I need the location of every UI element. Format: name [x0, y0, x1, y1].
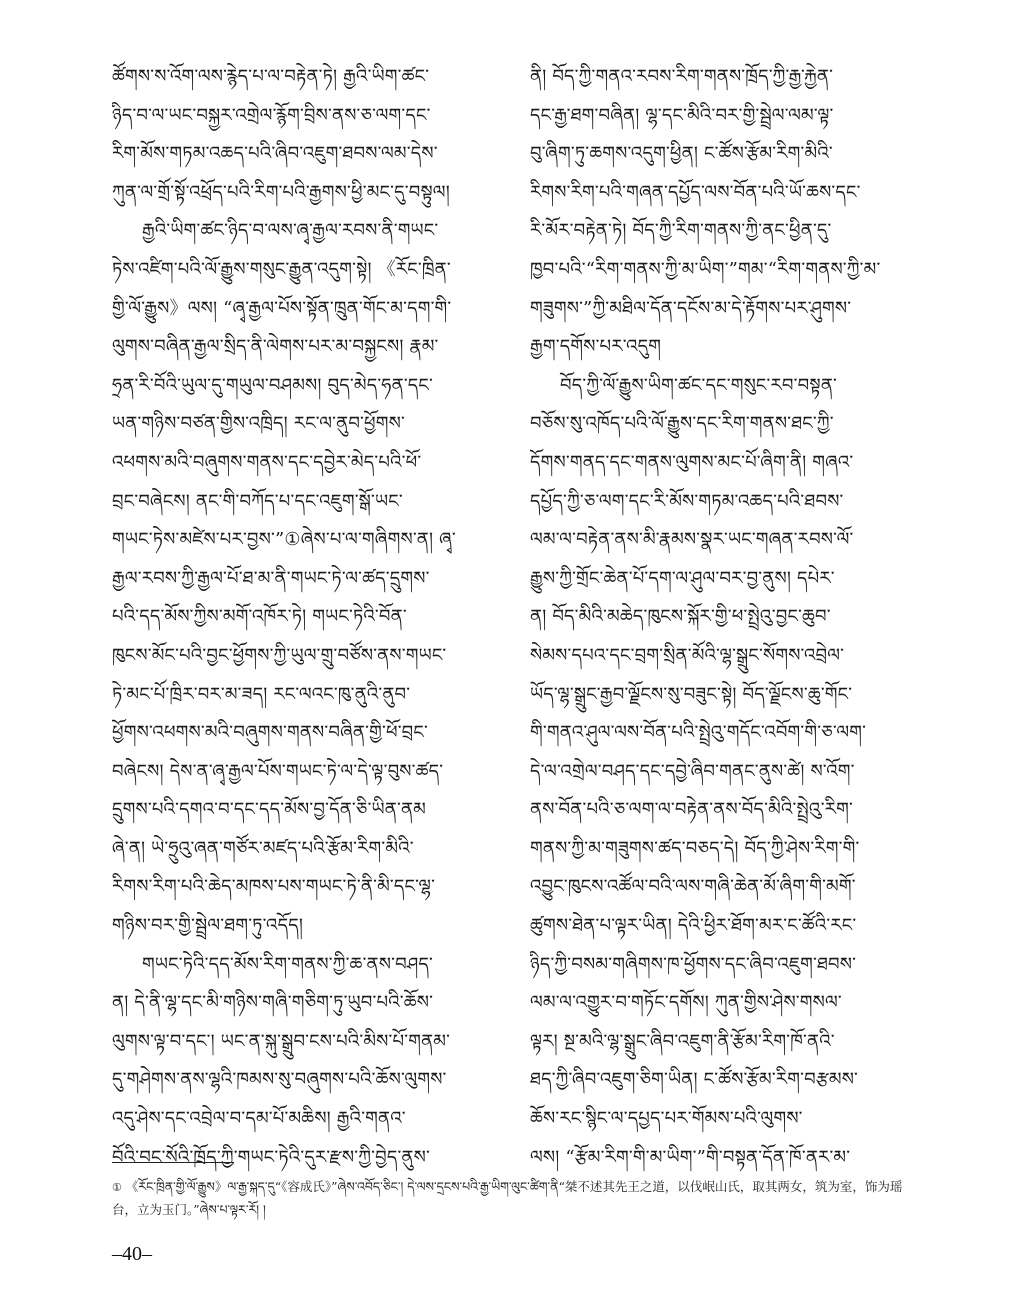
footnote-text: 《རོང་ཁྲིན་གྱི་ལོ་རྒྱུས》ལ་རྒྱ་སྐད་དུ“《容成氏》”ཞེས་འབོད་ཅིང་། དེ་ལས་དྲངས་པའི་རྒྱ་ཡིག་ལུང་ཚིག་ནི“桀不述其先王之道，以伐岷山氏，取其两女，筑为室，饰为瑶台，立为玉门。”ཞེས་པ་ལྟར་རོ། །: [112, 1179, 903, 1217]
text-line: ཞེ་ན། ཡེ་ཧྲུའུ་ཞན་གཙོར་མཛད་པའི་རྩོམ་རིག་མིའི་: [112, 837, 414, 859]
text-line: ཐད་ཀྱི་ཞིབ་འཇུག་ཅིག་ཡིན། ང་ཚོས་རྩོམ་རིག་བརྩམས་: [530, 1069, 859, 1091]
text-line: ཆོས་རང་སྙིང་ལ་དཔྱད་པར་གོམས་པའི་ལུགས་: [530, 1108, 803, 1130]
text-line: ཡོད་ལྷ་སྒྲུང་རྒྱབ་ལྗོངས་སུ་བཟུང་སྟེ། བོད་ལྗོངས་ཆུ་གོང་: [530, 683, 853, 705]
text-line: ན། དེ་ནི་ལྷ་དང་མི་གཉིས་གཞི་གཅིག་ཏུ་ཡུབ་པའི་ཆོས་: [112, 992, 434, 1014]
text-line: རྒྱུས་ཀྱི་གྲོང་ཆེན་པོ་དག་ལ་ཤུལ་བར་བྱ་ནུས། དཔེར་: [530, 567, 835, 589]
text-line: དེ་ལ་འགྲེལ་བཤད་དང་དབྱེ་ཞིབ་གནང་ནུས་ཚེ། ས་འོག་: [530, 760, 855, 782]
text-line: གྱི་ལོ་རྒྱུས》ལས། “ཞྭ་རྒྱལ་པོས་སྟོན་ཁྲུན་གོང་མ་དག་གི་: [112, 297, 452, 319]
text-line: པའི་དད་མོས་ཀྱིས་མགོ་འཁོར་ཏེ། གཡང་ཏེའི་བོན་: [112, 606, 407, 628]
text-line: གི་གནའ་ཤུལ་ལས་བོན་པའི་སྤྲེའུ་གདོང་འབོག་གི་ཅ་ལག་: [530, 722, 867, 744]
text-line: རྒྱག་དགོས་པར་འདུག: [530, 336, 662, 358]
text-line: ན། བོད་མིའི་མཆེད་ཁུངས་སྐོར་གྱི་ཕ་སྤྲེའུ་བྱང་ཆུབ་: [530, 606, 831, 628]
footnote-divider: [112, 1162, 234, 1163]
text-line: ཀུན་ལ་གྲོ་སྟོ་འཕྲོད་པའི་རིག་པའི་རྒྱགས་ཕྱི་མང་དུ་བསྟུལ།: [112, 181, 450, 203]
text-line: ལུགས་བཞིན་རྒྱལ་སྲིད་ནི་ལེགས་པར་མ་བསྐྱངས། རྣམ་: [112, 336, 439, 358]
text-line: བོད་ཀྱི་ལོ་རྒྱུས་ཡིག་ཚང་དང་གསུང་རབ་བསྟན་: [560, 374, 838, 396]
text-line: ཉིད་བ་ལ་ཡང་བསྐྱར་འགྲེལ་རྙོག་བྲིས་ནས་ཅ་ལག་དང་: [112, 104, 431, 126]
text-line: རིགས་རིག་པའི་གཞན་དཔྱོད་ལས་བོན་པའི་ཡོ་ཆས་དང་: [530, 181, 861, 203]
text-line: ལམ་ལ་བརྟེན་ནས་མི་རྣམས་སྣར་ཡང་གཞན་རབས་ལོ་: [530, 529, 854, 551]
text-line: ཚོགས་ས་འོག་ལས་རྙེད་པ་ལ་བརྟེན་ཏེ། རྒྱའི་ཡིག་ཚང་: [112, 66, 430, 87]
text-line: ལས། “རྩོམ་རིག་གི་མ་ཡིག་”གི་བསྟན་དོན་ཁོ་ནར་མ་: [530, 1146, 851, 1168]
right-column: [530, 58, 930, 1177]
text-line: དྲུགས་པའི་དགའ་བ་དང་དད་མོས་བྱ་དོན་ཅི་ཡིན་ནམ: [112, 799, 427, 821]
text-line: བུ་ཞིག་ཏུ་ཆགས་འདུག་ཕྱིན། ང་ཚོས་རྩོམ་རིག་མིའི་: [530, 143, 833, 165]
text-line: ཁྱབ་པའི་“རིག་གནས་ཀྱི་མ་ཡིག་”གམ་“རིག་གནས་ཀྱི་མ་: [530, 258, 881, 280]
text-line: གཟུགས་”ཀྱི་མཐིལ་དོན་དངོས་མ་དེ་རྟོགས་པར་ཤུགས་: [530, 297, 852, 319]
text-line: ཉིད་ཀྱི་བསམ་གཞིགས་ཁ་ཕྱོགས་དང་ཞིབ་འཇུག་ཐབས་: [530, 953, 857, 975]
text-line: དང་རྒྱ་ཐག་བཞིན། ལྷ་དང་མིའི་བར་གྱི་སྦྲེལ་ལམ་ལྟ་: [530, 104, 834, 126]
text-line: ཁུངས་མོང་པའི་བྱང་ཕྱོགས་ཀྱི་ཡུལ་གྲུ་བཙོས་ནས་གཡང་: [112, 644, 447, 666]
text-line: བཞེངས། དེས་ན་ཞྭ་རྒྱལ་པོས་གཡང་ཏེ་ལ་དེ་ལྟ་བུས་ཚད་: [112, 760, 444, 782]
text-line: བཅོས་སུ་འཁོད་པའི་ལོ་རྒྱུས་དང་རིག་གནས་ཐང་ཀྱི་: [530, 413, 834, 435]
footnote-marker: ①: [112, 1181, 122, 1194]
text-line: ཕྱོགས་འཕགས་མའི་བཞུགས་གནས་བཞིན་གྱི་ཕོ་བྲང་: [112, 722, 428, 744]
text-line: ཏེ་མང་པོ་ཁྲིར་བར་མ་ཟད། རང་ལའང་ཁུ་ནུའི་ནུབ་: [112, 683, 411, 705]
text-line: དུ་གཤེགས་ནས་ལྷའི་ཁམས་སུ་བཞུགས་པའི་ཆོས་ལུགས་: [112, 1069, 447, 1091]
text-line: གནས་ཀྱི་མ་གཟུགས་ཚད་བཅད་དེ། བོད་ཀྱི་ཤེས་རིག་གི་: [530, 837, 860, 859]
text-line: བོའི་བང་སོའི་ཁྲོད་ཀྱི་གཡང་ཏེའི་དུར་རྫས་ཀྱི་བྱེད་ནུས་: [112, 1146, 430, 1168]
text-line: དོགས་གནད་དང་གནས་ལུགས་མང་པོ་ཞིག་ནི། གཞའ་: [530, 451, 854, 473]
text-line: དཔྱོད་ཀྱི་ཅ་ལག་དང་རི་མོས་གཏམ་འཆད་པའི་ཐབས་: [530, 490, 844, 512]
text-line: གཡང་ཏེས་མཛེས་པར་བྱས་”①ཞེས་པ་ལ་གཞིགས་ན། ཞྭ་: [112, 529, 456, 551]
text-line: སེམས་དཔའ་དང་བྲག་སྲིན་མོའི་ལྷ་སྒྲུང་སོགས་འབྲེལ་: [530, 644, 845, 666]
text-line: ཏེས་འཛིག་པའི་ལོ་རྒྱུས་གསུང་རྒྱུན་འདུག་སྟེ། 《རོང་ཁྲིན་: [112, 258, 451, 280]
text-line: ལྟར། སྔ་མའི་ལྷ་སྒྲུང་ཞིབ་འཇུག་ནི་རྩོམ་རིག་ཁོ་ནའི་: [530, 1030, 835, 1052]
text-line: གཉིས་བར་གྱི་སྦྲེལ་ཐག་ཏུ་འདོད།: [112, 915, 304, 937]
text-line: ཡན་གཉིས་བཙན་གྱིས་འཁྲིད། རང་ལ་ནུབ་ཕྱོགས་: [112, 413, 405, 435]
text-line: ལུགས་ལྟ་བ་དང་། ཡང་ན་སྐུ་སྒྲུབ་ངས་པའི་མིས་པོ་གནམ་: [112, 1030, 451, 1052]
text-line: འབྱུང་ཁུངས་འཚོལ་བའི་ལས་གཞི་ཆེན་མོ་ཞིག་གི་མགོ་: [530, 876, 856, 898]
text-line: འཕགས་མའི་བཞུགས་གནས་དང་དབྱེར་མེད་པའི་ཕོ་: [112, 451, 422, 473]
text-line: གཡང་ཏེའི་དད་མོས་རིག་གནས་ཀྱི་ཆ་ནས་བཤད་: [142, 953, 433, 975]
text-line: འདུ་ཤེས་དང་འབྲེལ་བ་དམ་པོ་མཆིས། རྒྱའི་གནའ་: [112, 1108, 406, 1130]
text-line: རིག་མོས་གཏམ་འཆད་པའི་ཞིབ་འཇུག་ཐབས་ལམ་དེས་: [112, 143, 438, 165]
text-line: རྒྱལ་རབས་ཀྱི་རྒྱལ་པོ་ཐ་མ་ནི་གཡང་ཏེ་ལ་ཚད་དྲུགས་: [112, 567, 430, 589]
text-line: ཚུགས་ཐེན་པ་ལྟར་ཡིན། དེའི་ཕྱིར་ཐོག་མར་ང་ཚོའི་རང་: [530, 915, 857, 937]
text-line: ཧྲན་རི་བོའི་ཡུལ་དུ་གཡུལ་བཤམས། བུད་མེད་ཧན་དང་: [112, 374, 433, 396]
page-number: –40–: [112, 1243, 152, 1265]
text-line: རིགས་རིག་པའི་ཆེད་མཁས་པས་གཡང་ཏེ་ནི་མི་དང་ལྷ་: [112, 876, 436, 898]
left-column: [112, 58, 512, 1177]
text-line: ལམ་ལ་འགྱུར་བ་གཏོང་དགོས། ཀུན་གྱིས་ཤེས་གསལ་: [530, 992, 842, 1014]
text-line: ནི། བོད་ཀྱི་གནའ་རབས་རིག་གནས་ཁྲོད་ཀྱི་རྒྱ་རྐྱེན་: [530, 66, 834, 87]
footnote: [112, 1176, 922, 1221]
text-line: བྲང་བཞེངས། ནང་གི་བཀོད་པ་དང་འཇུག་སྒོ་ཡང་: [112, 490, 403, 512]
text-line: རྒྱའི་ཡིག་ཚང་ཉིད་བ་ལས་ཞྭ་རྒྱལ་རབས་ནི་གཡང་: [142, 220, 439, 242]
text-line: ནས་བོན་པའི་ཅ་ལག་ལ་བརྟེན་ནས་བོད་མིའི་སྤྲེའུ་རིག་: [530, 799, 853, 821]
text-line: རི་མོར་བརྟེན་ཏེ། བོད་ཀྱི་རིག་གནས་ཀྱི་ནང་ཕྱིན་དུ་: [530, 220, 832, 242]
